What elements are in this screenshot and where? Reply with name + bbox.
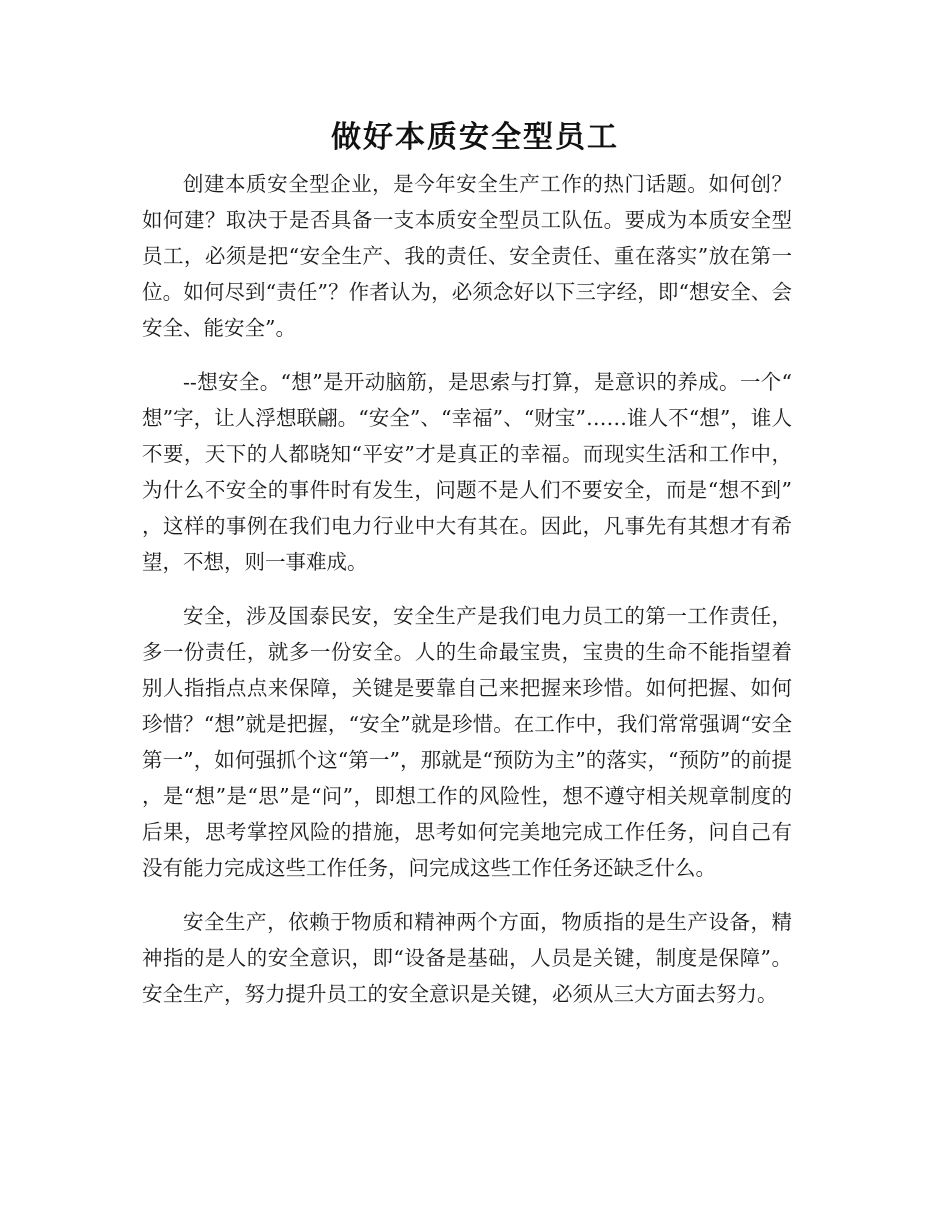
paragraph-safety-production: 安全生产，依赖于物质和精神两个方面，物质指的是生产设备，精神指的是人的安全意识，即“设备是基础，人员是关键，制度是保障”。安全生产，努力提升员工的安全意识是关键，必须从三大方面去努力。: [142, 910, 792, 1006]
paragraph-intro: 创建本质安全型企业，是今年安全生产工作的热门话题。如何创？如何建？取决于是否具备一支本质安全型员工队伍。要成为本质安全型员工，必须是把“安全生产、我的责任、安全责任、重在落实”放在第一位。如何尽到“责任”？作者认为，必须念好以下三字经，即“想安全、会安全、能安全”。: [142, 172, 792, 340]
document-body: [142, 166, 792, 1030]
paragraph-safety-responsibility: 安全，涉及国泰民安，安全生产是我们电力员工的第一工作责任，多一份责任，就多一份安全。人的生命最宝贵，宝贵的生命不能指望着别人指指点点来保障，关键是要靠自己来把握来珍惜。如何把握、如何珍惜？“想”就是把握，“安全”就是珍惜。在工作中，我们常常强调“安全第一”，如何强抓个这“第一”，那就是“预防为主”的落实，“预防”的前提，是“想”是“思”是“问”，即想工作的风险性，想不遵守相关规章制度的后果，思考掌控风险的措施，思考如何完美地完成工作任务，问自己有没有能力完成这些工作任务，问完成这些工作任务还缺乏什么。: [142, 604, 792, 880]
paragraph-think-safety: --想安全。“想”是开动脑筋，是思索与打算，是意识的养成。一个“想”字，让人浮想联翩。“安全”、“幸福”、“财宝”……谁人不“想”，谁人不要，天下的人都晓知“平安”才是真正的幸福。而现实生活和工作中，为什么不安全的事件时有发生，问题不是人们不要安全，而是“想不到”，这样的事例在我们电力行业中大有其在。因此，凡事先有其想才有希望，不想，则一事难成。: [142, 370, 792, 574]
document-title: 做好本质安全型员工: [331, 120, 619, 155]
